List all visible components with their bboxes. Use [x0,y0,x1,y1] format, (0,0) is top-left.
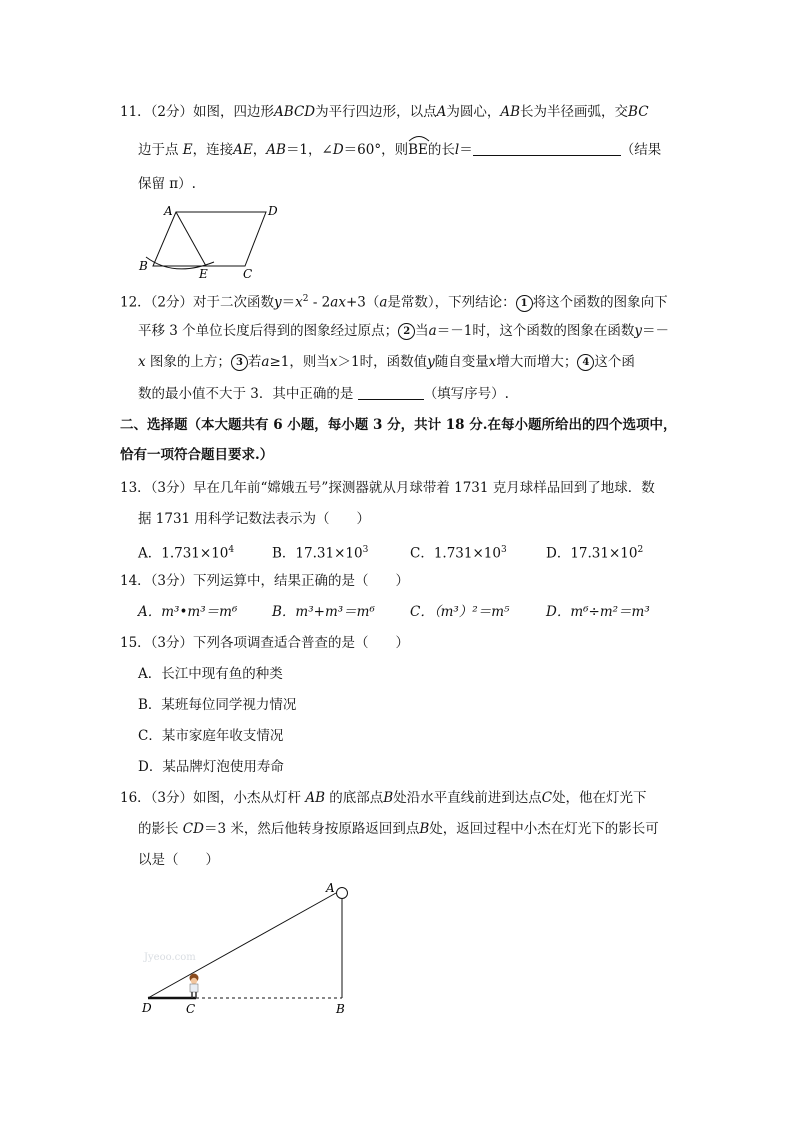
watermark-text: Jyeoo.com [144,952,196,963]
label-D: D [268,204,278,218]
label-B: B [139,259,148,273]
label-B: B [336,1002,345,1016]
label-A: A [164,204,173,218]
label-A: A [326,881,335,895]
q12-line1: 12．（2分）对于二次函数$y=x^2 - 2ax+3(a$是常数），下列结论： 1 将这个函数的图象向下 [120,294,668,311]
q13-option-a[interactable]: A．$1.731\times 10^4$ [138,545,235,562]
q12-line2: 平移 3 个单位长度后得到的图象经过原点； 2 当a＝－1时，这个函数的图象在函数y＝－ [138,323,669,339]
label-E: E [199,267,208,281]
q13-line1: 13．（3分）早在几年前“嫦娥五号”探测器就从月球带着 1731 克月球样品回到了地球．数 [120,480,655,496]
q12-line3: x 图象的上方； 3 若a≥1，则当x＞1时，函数值y随自变量x增大而增大； 4 这个函 [138,354,635,370]
q15-option-b[interactable]: B．某班每位同学视力情况 [138,697,297,713]
q11-line3: 保留 π）. [138,176,196,192]
q11-parallelogram-figure [134,200,284,282]
q16-line1: 16．（3分）如图，小杰从灯杆 AB 的底部点B处沿水平直线前进到达点C处，他在灯光下 [120,790,647,806]
q15-option-a[interactable]: A．长江中现有鱼的种类 [138,666,283,682]
label-C: C [186,1002,196,1016]
q16-lamp-shadow-figure [134,878,364,1018]
q14-option-c[interactable]: C．（m³）²＝m⁵ [410,604,510,620]
q15-option-d[interactable]: D．某品牌灯泡使用寿命 [138,759,284,775]
q11-line1: 11．（2分）如图，四边形ABCD为平行四边形，以点A为圆心，AB长为半径画弧，交BC [120,104,649,120]
section2-heading-line1: 二、选择题（本大题共有 6 小题，每小题 3 分，共计 18 分.在每小题所给出的四个选项中， [120,417,677,433]
q13-option-b[interactable]: B．$17.31\times 10^3$ [272,545,369,562]
q11-line2: 边于点 E，连接AE，AB＝1，∠D＝60°，则 BE的长l＝ （结果 [138,141,661,159]
circled-number-4: 4 [577,354,594,371]
person-icon [190,974,199,999]
arc-be-symbol: BE [408,141,428,159]
section2-heading-line2: 恰有一项符合题目要求.） [120,447,274,463]
q15-line1: 15．（3分）下列各项调查适合普查的是（ ） [120,635,410,651]
label-D: D [142,1001,152,1015]
q14-option-b[interactable]: B．m³+m³＝m⁶ [272,604,375,620]
q13-option-c[interactable]: C．$1.731\times 10^3$ [410,545,507,562]
q16-line3: 以是（ ） [138,852,219,868]
circled-number-2: 2 [398,323,415,340]
label-C: C [243,267,253,281]
circled-number-3: 3 [231,354,248,371]
q11-answer-blank[interactable] [473,141,621,156]
q14-option-d[interactable]: D．m⁶÷m²＝m³ [546,604,650,620]
q12-line4: 数的最小值不大于 3．其中正确的是 （填写序号）. [138,386,509,402]
q14-line1: 14．（3分）下列运算中，结果正确的是（ ） [120,573,410,589]
q12-answer-blank[interactable] [358,385,424,400]
circled-number-1: 1 [516,295,533,312]
q16-line2: 的影长 CD＝3 米，然后他转身按原路返回到点B处，返回过程中小杰在灯光下的影长可 [138,821,659,837]
q14-option-a[interactable]: A．m³•m³＝m⁶ [138,604,238,620]
q13-line2: 据 1731 用科学记数法表示为（ ） [138,511,370,527]
q15-option-c[interactable]: C．某市家庭年收支情况 [138,728,284,744]
q13-option-d[interactable]: D．$17.31\times 10^2$ [546,545,644,562]
